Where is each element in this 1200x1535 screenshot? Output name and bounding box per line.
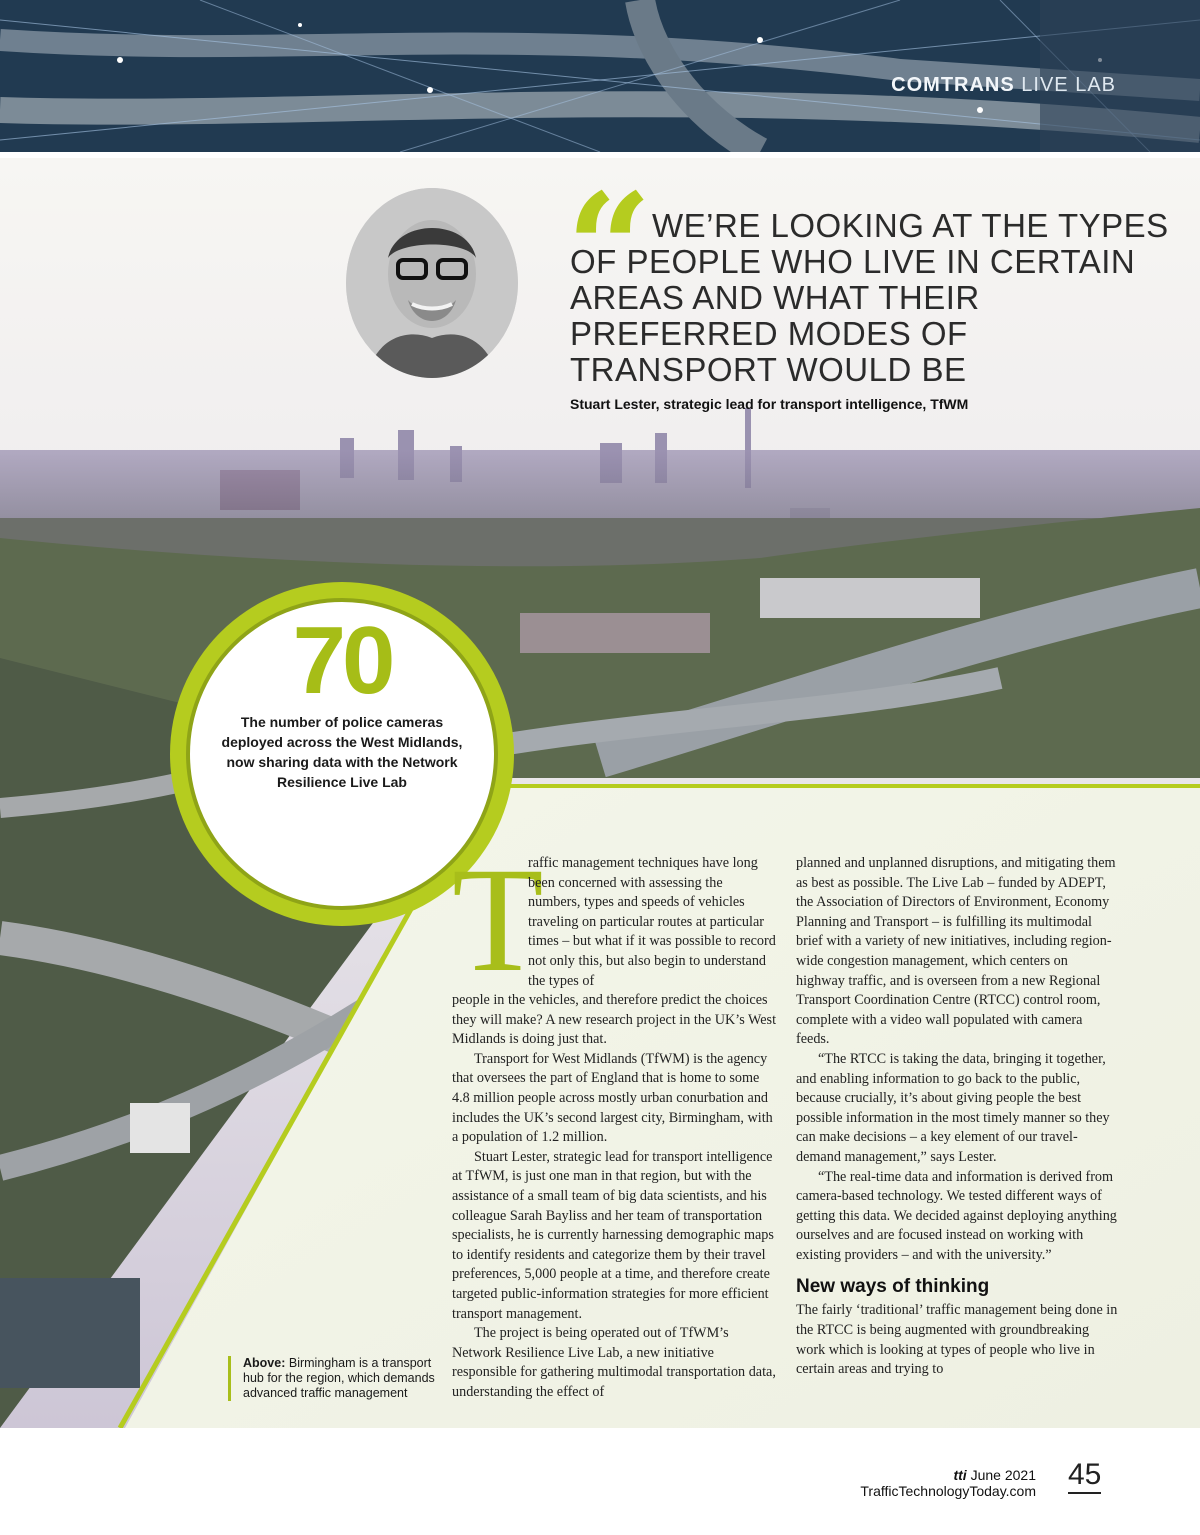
article-column-2: [796, 854, 1118, 1380]
quote-mark: “: [566, 161, 653, 337]
footer-date: June 2021: [970, 1467, 1036, 1483]
caption-label: Above:: [243, 1356, 286, 1370]
stuart-lester-portrait: [346, 188, 518, 378]
footer-brand: [836, 1467, 1036, 1499]
quote-credit: Stuart Lester, strategic lead for transport intelligence, TfWM: [570, 396, 969, 412]
section-label-bold: COMTRANS: [891, 74, 1015, 96]
article-paragraph: people in the vehicles, and therefore predict the choices they will make? A new research project in the UK’s West Midlands is doing just that.: [452, 992, 777, 1048]
pull-quote: WE’RE LOOKING AT THE TYPES OF PEOPLE WHO LIVE IN CERTAIN AREAS AND WHAT THEIR PREFERRED MODES OF TRANSPORT WOULD BE: [570, 207, 1169, 388]
article-paragraph: Stuart Lester, strategic lead for transport intelligence at TfWM, is just one man in that region, but with the assistance of a small team of big data scientists, and his colleague Sarah Bayliss and her team of transportation specialists, he is currently harnessing demographic maps to identify residents and categorize them by their travel preferences, 5,000 people at a time, and therefore create targeted public-information strategies for more efficient transport management.: [452, 1148, 774, 1322]
article-paragraph: “The real-time data and information is derived from camera-based technology. We tested different ways of getting this data. We decided against deploying anything ourselves and are focused instead on working with existing providers – and with the university.”: [796, 1168, 1117, 1263]
footer-magazine-logo: tti: [953, 1467, 967, 1483]
stat-number: 70: [292, 607, 392, 714]
section-label-thin: LIVE LAB: [1021, 74, 1116, 96]
page-number: 45: [1068, 1460, 1101, 1494]
section-label: [891, 74, 1116, 97]
article-paragraph: The project is being operated out of TfWM’s Network Resilience Live Lab, a new initiative responsible for gathering multimodal transportation data, understanding the effect of: [452, 1325, 776, 1400]
stat-caption: The number of police cameras deployed across the West Midlands, now sharing data with the Network Resilience Live Lab: [221, 714, 463, 790]
article-paragraph: “The RTCC is taking the data, bringing it together, and enabling information to go back to the public, because crucially, it’s about giving people the best possible information in the most timely manner so they can make decisions – a key element of our travel-demand management,” says Lester.: [796, 1050, 1110, 1165]
article-column-1: [452, 991, 778, 1402]
article-subhead: New ways of thinking: [796, 1276, 990, 1298]
article-paragraph: raffic management techniques have long been concerned with assessing the numbers, types and speeds of vehicles traveling on particular routes at particular times – but what if it was possible to record not only this, but also begin to understand the types of: [528, 855, 776, 989]
photo-caption: [228, 1356, 443, 1401]
footer-website: TrafficTechnologyToday.com: [860, 1483, 1036, 1499]
article-intro: [528, 854, 778, 991]
article-paragraph: planned and unplanned disruptions, and mitigating them as best as possible. The Live Lab – funded by ADEPT, the Association of Directors of Environment, Economy Planning and Transport – is fulfilling its multimodal brief with a variety of new initiatives, including region-wide congestion management, which centers on highway traffic, and is overseen from a new Regional Transport Coordination Centre (RTCC) control room, complete with a video wall populated with camera feeds.: [796, 855, 1116, 1048]
portrait-photo: [346, 188, 518, 378]
drop-cap: T: [452, 837, 544, 1003]
article-paragraph: Transport for West Midlands (TfWM) is the agency that oversees the part of England that is home to some 4.8 million people across mostly urban conurbation and includes the UK’s second largest city, Birmingham, with a population of 1.2 million.: [452, 1050, 773, 1146]
caption-text: Birmingham is a transport hub for the region, which demands advanced traffic management: [243, 1356, 435, 1400]
article-paragraph: The fairly ‘traditional’ traffic management being done in the RTCC is being augmented with groundbreaking work which is looking at types of people who live in certain areas and trying to: [796, 1302, 1118, 1378]
